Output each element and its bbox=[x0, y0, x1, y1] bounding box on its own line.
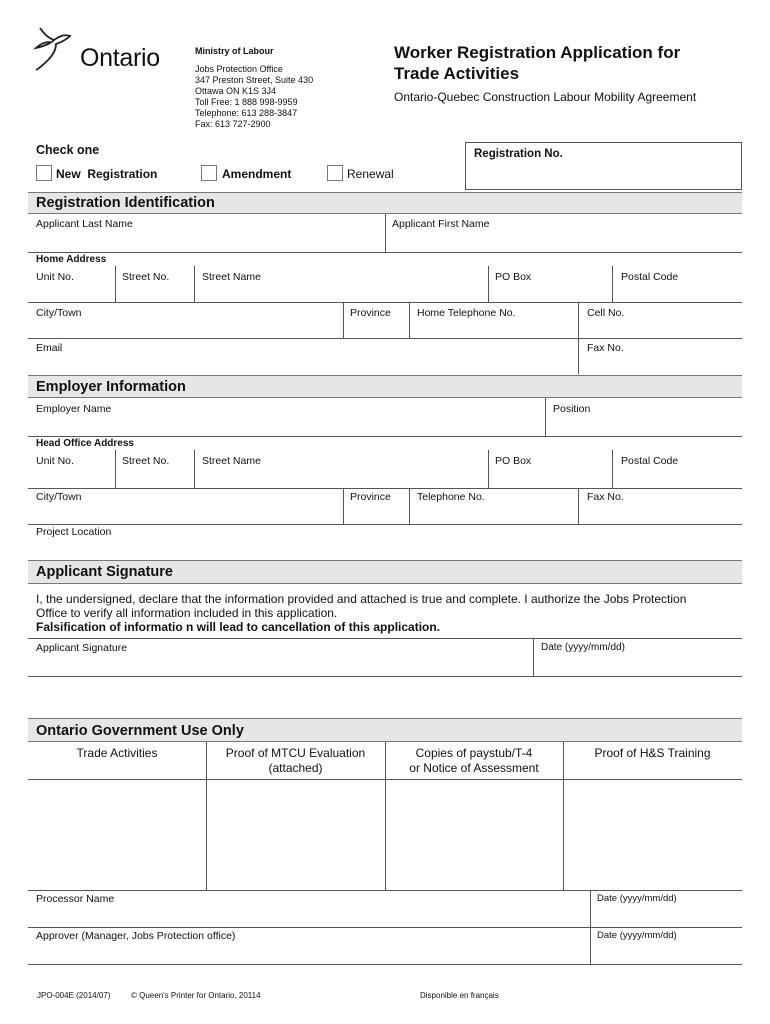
office-name: Jobs Protection Office bbox=[195, 64, 283, 74]
col-trade-activities: Trade Activities bbox=[76, 746, 158, 760]
street-no-label: Street No. bbox=[122, 271, 170, 283]
emp-province-label: Province bbox=[350, 491, 391, 503]
registration-section-header: Registration Identification bbox=[28, 192, 742, 214]
declaration-line2: Office to verify all information included in this application. bbox=[36, 606, 338, 620]
postal-code-label: Postal Code bbox=[621, 271, 679, 283]
form-subtitle: Ontario-Quebec Construction Labour Mobility Agreement bbox=[394, 90, 697, 104]
last-name-label: Applicant Last Name bbox=[36, 218, 133, 230]
processor-date-label: Date (yyyy/mm/dd) bbox=[597, 893, 677, 904]
head-office-label: Head Office Address bbox=[36, 438, 134, 449]
form-number: JPO-004E (2014/07) bbox=[37, 991, 111, 1000]
processor-name-label: Processor Name bbox=[36, 893, 115, 905]
col-mtcu-line2: (attached) bbox=[268, 761, 323, 775]
po-box-label: PO Box bbox=[495, 271, 532, 283]
ministry-name: Ministry of Labour bbox=[195, 46, 274, 56]
employer-name-label: Employer Name bbox=[36, 403, 112, 415]
french-available: Disponible en français bbox=[420, 991, 499, 1000]
form-title-line1: Worker Registration Application for bbox=[394, 43, 681, 62]
city-label: City/Town bbox=[36, 307, 82, 319]
employer-section-header: Employer Information bbox=[28, 375, 742, 398]
ontario-logo bbox=[30, 24, 180, 74]
unit-no-label: Unit No. bbox=[36, 271, 74, 283]
renewal-checkbox[interactable] bbox=[327, 165, 343, 181]
emp-fax-label: Fax No. bbox=[587, 491, 624, 503]
emp-unit-no-label: Unit No. bbox=[36, 455, 74, 467]
registration-no-box[interactable] bbox=[465, 142, 742, 190]
copyright: © Queen's Printer for Ontario, 20114 bbox=[131, 991, 261, 1000]
home-phone-label: Home Telephone No. bbox=[417, 307, 516, 319]
emp-po-box-label: PO Box bbox=[495, 455, 532, 467]
home-address-label: Home Address bbox=[36, 254, 107, 265]
col-hs-training: Proof of H&S Training bbox=[594, 746, 711, 760]
street-name-label: Street Name bbox=[202, 271, 261, 283]
emp-street-no-label: Street No. bbox=[122, 455, 170, 467]
new-registration-checkbox[interactable] bbox=[36, 165, 52, 181]
new-registration-label: New Registration bbox=[56, 167, 158, 181]
fax: Fax: 613 727-2900 bbox=[195, 119, 271, 129]
amendment-label: Amendment bbox=[222, 167, 292, 181]
gov-section-header: Ontario Government Use Only bbox=[28, 718, 742, 742]
emp-city-label: City/Town bbox=[36, 491, 82, 503]
col-paystub-line2: or Notice of Assessment bbox=[409, 761, 539, 775]
position-label: Position bbox=[553, 403, 591, 415]
col-paystub-line1: Copies of paystub/T-4 bbox=[415, 746, 533, 760]
declaration-line1: I, the undersigned, declare that the information provided and attached is true and complete. I authorize the Jobs Protection bbox=[36, 592, 687, 606]
province-label: Province bbox=[350, 307, 391, 319]
address-line2: Ottawa ON K1S 3J4 bbox=[195, 86, 277, 96]
email-label: Email bbox=[36, 342, 63, 354]
applicant-signature-label: Applicant Signature bbox=[36, 642, 128, 654]
project-location-label: Project Location bbox=[36, 526, 112, 538]
emp-street-name-label: Street Name bbox=[202, 455, 261, 467]
telephone: Telephone: 613 288-3847 bbox=[195, 108, 298, 118]
signature-date-label: Date (yyyy/mm/dd) bbox=[541, 642, 625, 653]
first-name-label: Applicant First Name bbox=[392, 218, 490, 230]
registration-no-label: Registration No. bbox=[474, 148, 563, 160]
form-title-line2: Trade Activities bbox=[394, 64, 520, 83]
emp-telephone-label: Telephone No. bbox=[417, 491, 485, 503]
check-one-label: Check one bbox=[36, 143, 100, 157]
col-mtcu-line1: Proof of MTCU Evaluation bbox=[225, 746, 366, 760]
address-line1: 347 Preston Street, Suite 430 bbox=[195, 75, 314, 85]
falsification-warning: Falsification of informatio n will lead to cancellation of this application. bbox=[36, 620, 441, 634]
fax-label: Fax No. bbox=[587, 342, 624, 354]
approver-date-label: Date (yyyy/mm/dd) bbox=[597, 930, 677, 941]
signature-section-header: Applicant Signature bbox=[28, 560, 742, 584]
amendment-checkbox[interactable] bbox=[201, 165, 217, 181]
cell-label: Cell No. bbox=[587, 307, 625, 319]
tollfree: Toll Free: 1 888 998-9959 bbox=[195, 97, 298, 107]
renewal-label: Renewal bbox=[347, 167, 394, 181]
name-row-line bbox=[28, 252, 742, 253]
approver-label: Approver (Manager, Jobs Protection office) bbox=[36, 930, 236, 942]
logo-text: Ontario bbox=[80, 44, 160, 72]
trillium-icon bbox=[30, 24, 80, 74]
emp-postal-code-label: Postal Code bbox=[621, 455, 679, 467]
